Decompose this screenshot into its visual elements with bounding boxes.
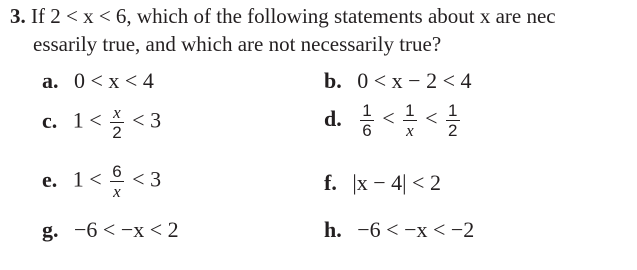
item-b-expression: 0 < x − 2 < 4 [357, 68, 472, 93]
problem-line-1 [10, 2, 637, 30]
item-b-label: b. [324, 68, 342, 93]
item-c-numerator: x [110, 104, 123, 123]
item-e-right: < 3 [132, 166, 162, 192]
item-d-numerator-2: 1 [405, 101, 415, 120]
item-g-expression: −6 < −x < 2 [74, 217, 179, 242]
item-d-denominator-2: x [406, 121, 414, 140]
item-h-expression: −6 < −x < −2 [357, 217, 475, 242]
item-c [42, 104, 161, 141]
item-c-fraction [110, 104, 123, 141]
problem-text-line-2: essarily true, and which are not necessarily true? [33, 32, 442, 56]
item-h [324, 217, 474, 243]
item-d-operator-1: < [382, 105, 395, 131]
problem-number: 3. [10, 4, 26, 28]
item-d-denominator-3: 2 [448, 121, 458, 140]
item-g-label: g. [42, 217, 59, 242]
item-a [42, 68, 154, 94]
item-c-label: c. [42, 107, 58, 133]
item-d-operator-2: < [425, 105, 438, 131]
item-c-denominator: 2 [112, 123, 122, 142]
item-d-label: d. [324, 105, 342, 131]
item-e-denominator: x [113, 182, 121, 201]
item-d-numerator-1: 1 [362, 101, 372, 120]
item-g [42, 217, 179, 243]
item-d-numerator-3: 1 [448, 101, 458, 120]
item-c-left: 1 < [72, 107, 102, 133]
item-f-label: f. [324, 170, 337, 195]
item-b [324, 68, 471, 94]
problem-statement [10, 2, 637, 58]
item-f-expression: |x − 4| < 2 [352, 170, 441, 195]
item-d-fraction-2 [403, 102, 416, 139]
item-d-denominator-1: 6 [362, 121, 372, 140]
item-e-fraction [110, 163, 123, 200]
item-e-left: 1 < [72, 166, 102, 192]
item-e [42, 163, 161, 200]
item-c-right: < 3 [132, 107, 162, 133]
item-a-expression: 0 < x < 4 [74, 68, 154, 93]
problem-text-line-1: If 2 < x < 6, which of the following statements about x are nec [31, 4, 556, 28]
item-a-label: a. [42, 68, 59, 93]
item-d-fraction-1 [360, 102, 373, 139]
item-d-fraction-3 [446, 102, 459, 139]
item-e-numerator: 6 [112, 162, 122, 181]
item-e-label: e. [42, 166, 58, 192]
item-h-label: h. [324, 217, 342, 242]
item-d [324, 102, 463, 139]
problem-line-2 [10, 30, 637, 58]
item-f [324, 170, 441, 196]
